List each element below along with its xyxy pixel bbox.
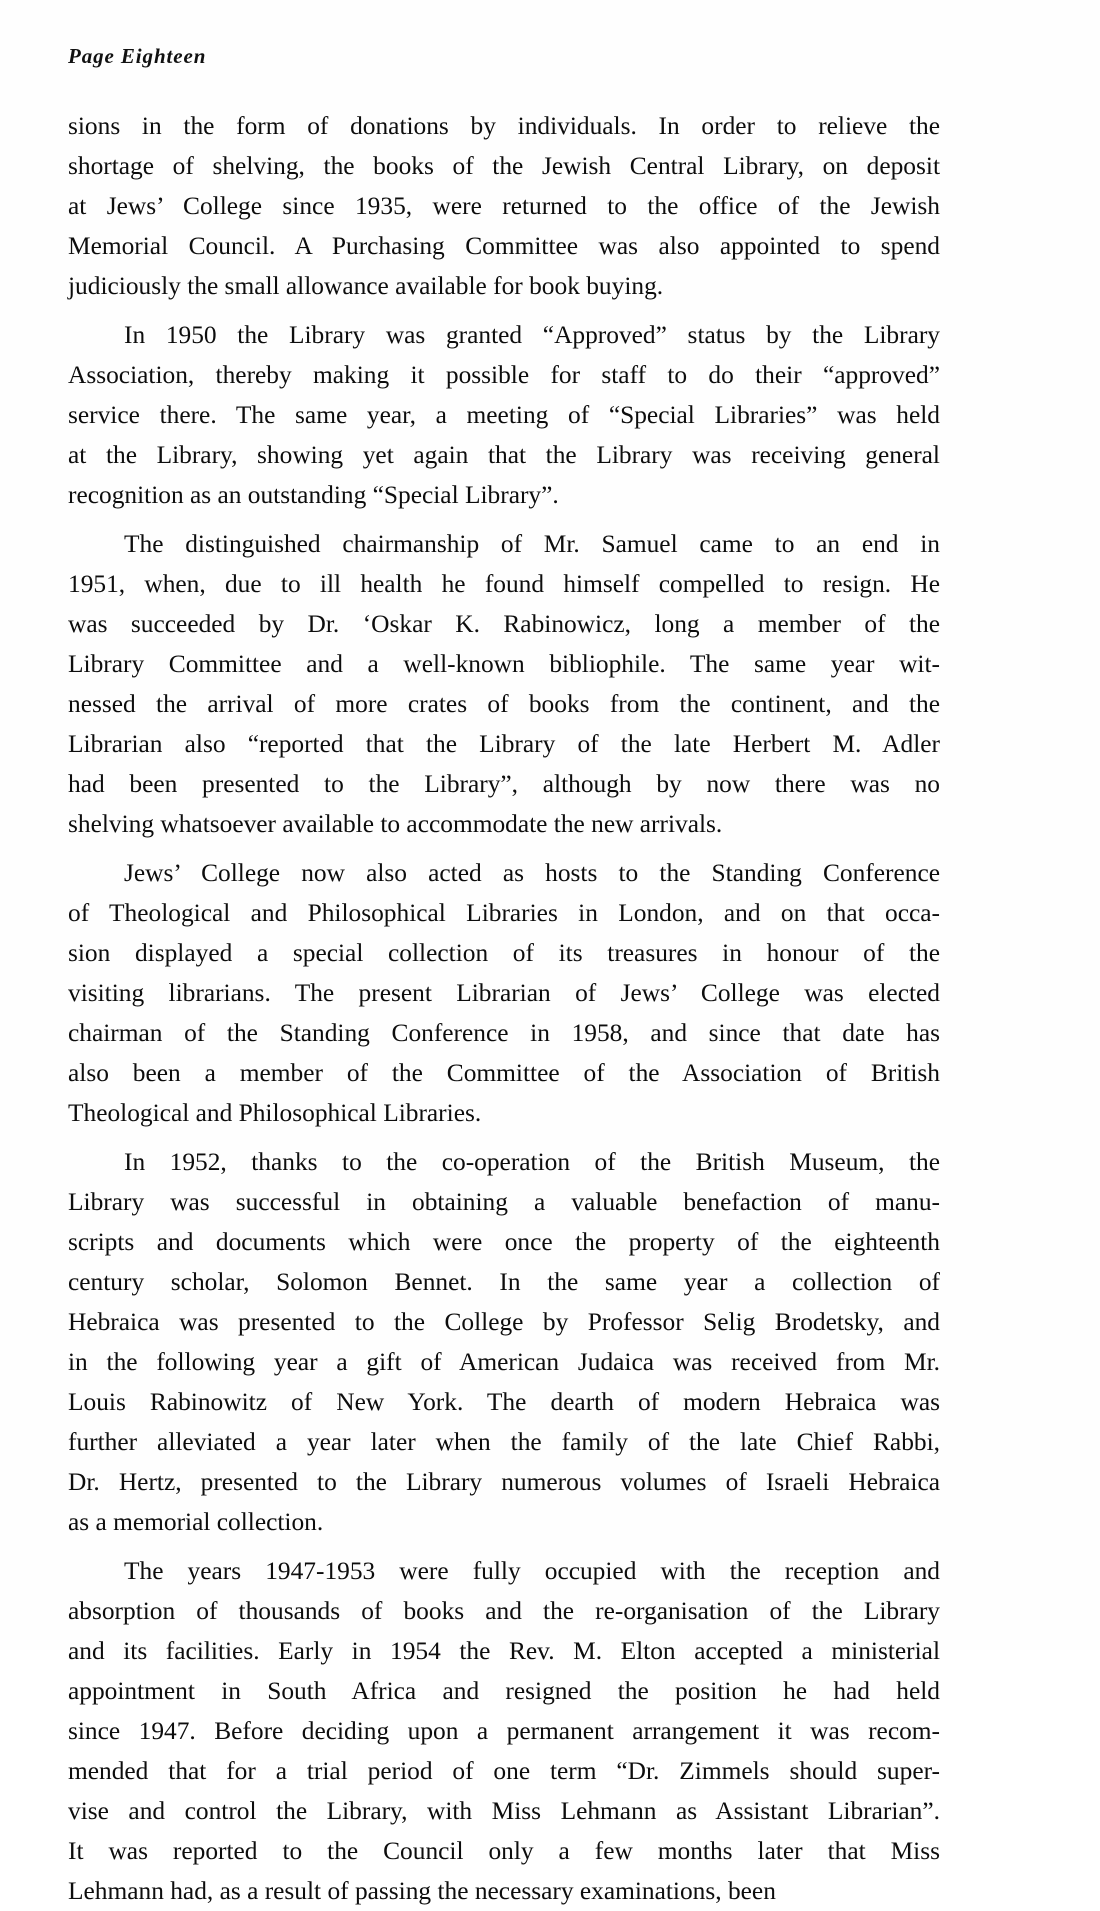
text-line: The years 1947-1953 were fully occupied with the reception and <box>124 1557 940 1585</box>
text-line: Memorial Council. A Purchasing Committee was also appointed to spend <box>68 232 940 260</box>
text-line: In 1952, thanks to the co-operation of the British Museum, the <box>124 1148 940 1176</box>
body-text-column <box>68 106 940 1911</box>
text-line: in the following year a gift of American Judaica was received from Mr. <box>68 1348 940 1376</box>
paragraph <box>68 524 940 844</box>
text-line: Lehmann had, as a result of passing the necessary examinations, been <box>68 1877 776 1905</box>
text-line: mended that for a trial period of one term “Dr. Zimmels should super- <box>68 1757 940 1785</box>
running-head: Page Eighteen <box>68 44 207 68</box>
paragraph <box>68 106 940 306</box>
text-line: shortage of shelving, the books of the Jewish Central Library, on deposit <box>68 152 940 180</box>
text-line: Louis Rabinowitz of New York. The dearth of modern Hebraica was <box>68 1388 940 1416</box>
text-line: sion displayed a special collection of its treasures in honour of the <box>68 939 940 967</box>
text-line: century scholar, Solomon Bennet. In the same year a collection of <box>68 1268 940 1296</box>
text-line: sions in the form of donations by individuals. In order to relieve the <box>68 112 940 140</box>
text-line: had been presented to the Library”, although by now there was no <box>68 770 940 798</box>
text-line: nessed the arrival of more crates of books from the continent, and the <box>68 690 940 718</box>
text-line: Librarian also “reported that the Library of the late Herbert M. Adler <box>68 730 940 758</box>
text-line: recognition as an outstanding “Special Library”. <box>68 481 559 509</box>
text-line: since 1947. Before deciding upon a permanent arrangement it was recom- <box>68 1717 940 1745</box>
paragraph <box>68 1142 940 1542</box>
paragraph <box>68 1551 940 1911</box>
text-line: vise and control the Library, with Miss Lehmann as Assistant Librarian”. <box>68 1797 940 1825</box>
text-line: was succeeded by Dr. ‘Oskar K. Rabinowicz, long a member of the <box>68 610 940 638</box>
text-line: shelving whatsoever available to accommodate the new arrivals. <box>68 810 723 838</box>
text-line: also been a member of the Committee of the Association of British <box>68 1059 940 1087</box>
paragraph <box>68 853 940 1133</box>
text-line: chairman of the Standing Conference in 1958, and since that date has <box>68 1019 940 1047</box>
text-line: 1951, when, due to ill health he found himself compelled to resign. He <box>68 570 940 598</box>
text-line: Hebraica was presented to the College by Professor Selig Brodetsky, and <box>68 1308 940 1336</box>
text-line: further alleviated a year later when the family of the late Chief Rabbi, <box>68 1428 940 1456</box>
text-line: scripts and documents which were once the property of the eighteenth <box>68 1228 940 1256</box>
text-line: In 1950 the Library was granted “Approved” status by the Library <box>124 321 940 349</box>
text-line: Library was successful in obtaining a valuable benefaction of manu- <box>68 1188 940 1216</box>
paragraph <box>68 315 940 515</box>
text-line: Theological and Philosophical Libraries. <box>68 1099 482 1127</box>
text-line: at the Library, showing yet again that the Library was receiving general <box>68 441 940 469</box>
text-line: absorption of thousands of books and the re-organisation of the Library <box>68 1597 940 1625</box>
text-line: Dr. Hertz, presented to the Library numerous volumes of Israeli Hebraica <box>68 1468 940 1496</box>
text-line: of Theological and Philosophical Libraries in London, and on that occa- <box>68 899 940 927</box>
text-line: Association, thereby making it possible for staff to do their “approved” <box>68 361 940 389</box>
text-line: appointment in South Africa and resigned the position he had held <box>68 1677 940 1705</box>
text-line: service there. The same year, a meeting of “Special Libraries” was held <box>68 401 940 429</box>
text-line: It was reported to the Council only a few months later that Miss <box>68 1837 940 1865</box>
text-line: judiciously the small allowance available for book buying. <box>68 272 664 300</box>
text-line: Jews’ College now also acted as hosts to the Standing Conference <box>124 859 940 887</box>
text-line: Library Committee and a well-known bibliophile. The same year wit- <box>68 650 940 678</box>
text-line: at Jews’ College since 1935, were returned to the office of the Jewish <box>68 192 940 220</box>
text-line: visiting librarians. The present Librarian of Jews’ College was elected <box>68 979 940 1007</box>
text-line: and its facilities. Early in 1954 the Rev. M. Elton accepted a ministerial <box>68 1637 940 1665</box>
text-line: as a memorial collection. <box>68 1508 324 1536</box>
text-line: The distinguished chairmanship of Mr. Samuel came to an end in <box>124 530 940 558</box>
